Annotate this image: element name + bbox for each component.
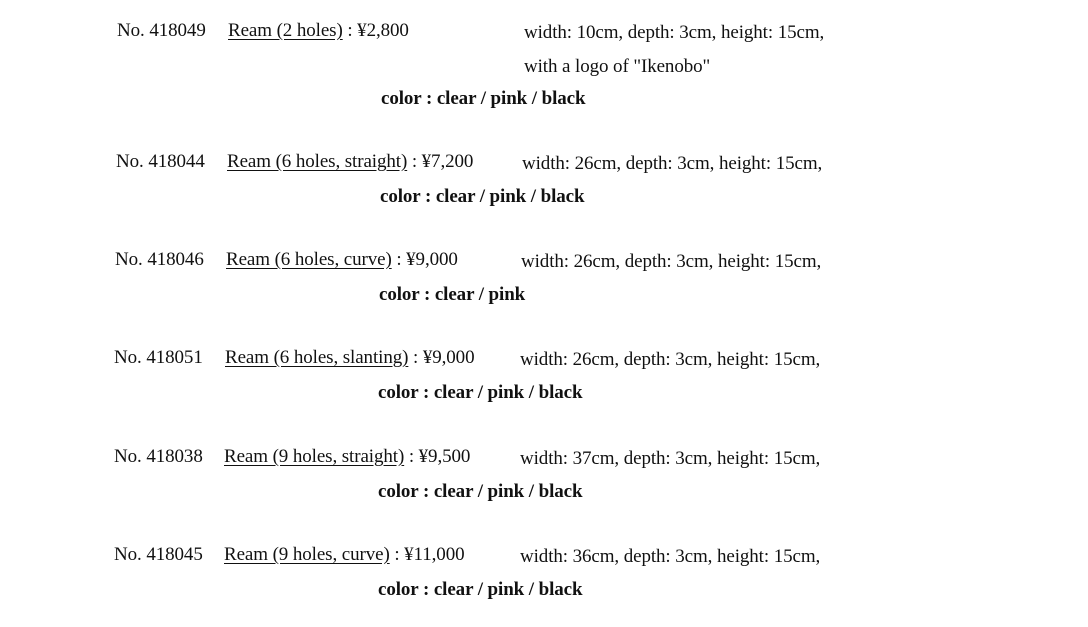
product-entry bbox=[0, 151, 1088, 231]
product-colors: color : clear / pink bbox=[379, 284, 526, 305]
product-entry bbox=[0, 20, 1088, 109]
product-colors: color : clear / pink / black bbox=[378, 382, 583, 403]
product-dimensions: width: 26cm, depth: 3cm, height: 15cm, bbox=[520, 349, 821, 370]
product-colors: color : clear / pink / black bbox=[381, 88, 586, 109]
product-price: : ¥9,500 bbox=[404, 446, 471, 467]
product-code: No. 418049 bbox=[117, 20, 206, 41]
product-entry bbox=[0, 347, 1088, 427]
product-name-price bbox=[226, 249, 458, 271]
product-name-price bbox=[225, 347, 474, 369]
product-dimensions: width: 36cm, depth: 3cm, height: 15cm, bbox=[520, 546, 821, 567]
product-colors: color : clear / pink / black bbox=[378, 481, 583, 502]
product-name-price bbox=[224, 544, 465, 566]
product-price: : ¥9,000 bbox=[391, 249, 458, 270]
product-colors: color : clear / pink / black bbox=[380, 186, 585, 207]
product-note: with a logo of "Ikenobo" bbox=[524, 56, 711, 77]
product-entry bbox=[0, 249, 1088, 329]
product-price: : ¥9,000 bbox=[408, 347, 475, 368]
product-colors: color : clear / pink / black bbox=[378, 579, 583, 600]
product-name-price bbox=[227, 151, 473, 173]
product-dimensions: width: 10cm, depth: 3cm, height: 15cm, bbox=[524, 22, 825, 43]
product-price: : ¥2,800 bbox=[342, 20, 409, 41]
product-code: No. 418044 bbox=[116, 151, 205, 172]
product-code: No. 418045 bbox=[114, 544, 203, 565]
product-dimensions: width: 26cm, depth: 3cm, height: 15cm, bbox=[522, 153, 823, 174]
product-code: No. 418038 bbox=[114, 446, 203, 467]
product-dimensions: width: 37cm, depth: 3cm, height: 15cm, bbox=[520, 448, 821, 469]
product-entry bbox=[0, 544, 1088, 624]
product-name: Ream (6 holes, straight) bbox=[227, 151, 408, 172]
product-code: No. 418046 bbox=[115, 249, 204, 270]
product-name: Ream (2 holes) bbox=[228, 20, 343, 41]
product-price: : ¥11,000 bbox=[389, 544, 465, 565]
product-code: No. 418051 bbox=[114, 347, 203, 368]
product-name-price bbox=[228, 20, 409, 42]
product-name: Ream (9 holes, curve) bbox=[224, 544, 390, 565]
product-name: Ream (9 holes, straight) bbox=[224, 446, 405, 467]
product-entry bbox=[0, 446, 1088, 526]
product-price: : ¥7,200 bbox=[407, 151, 474, 172]
product-name: Ream (6 holes, curve) bbox=[226, 249, 392, 270]
product-name-price bbox=[224, 446, 470, 468]
product-name: Ream (6 holes, slanting) bbox=[225, 347, 409, 368]
product-dimensions: width: 26cm, depth: 3cm, height: 15cm, bbox=[521, 251, 822, 272]
